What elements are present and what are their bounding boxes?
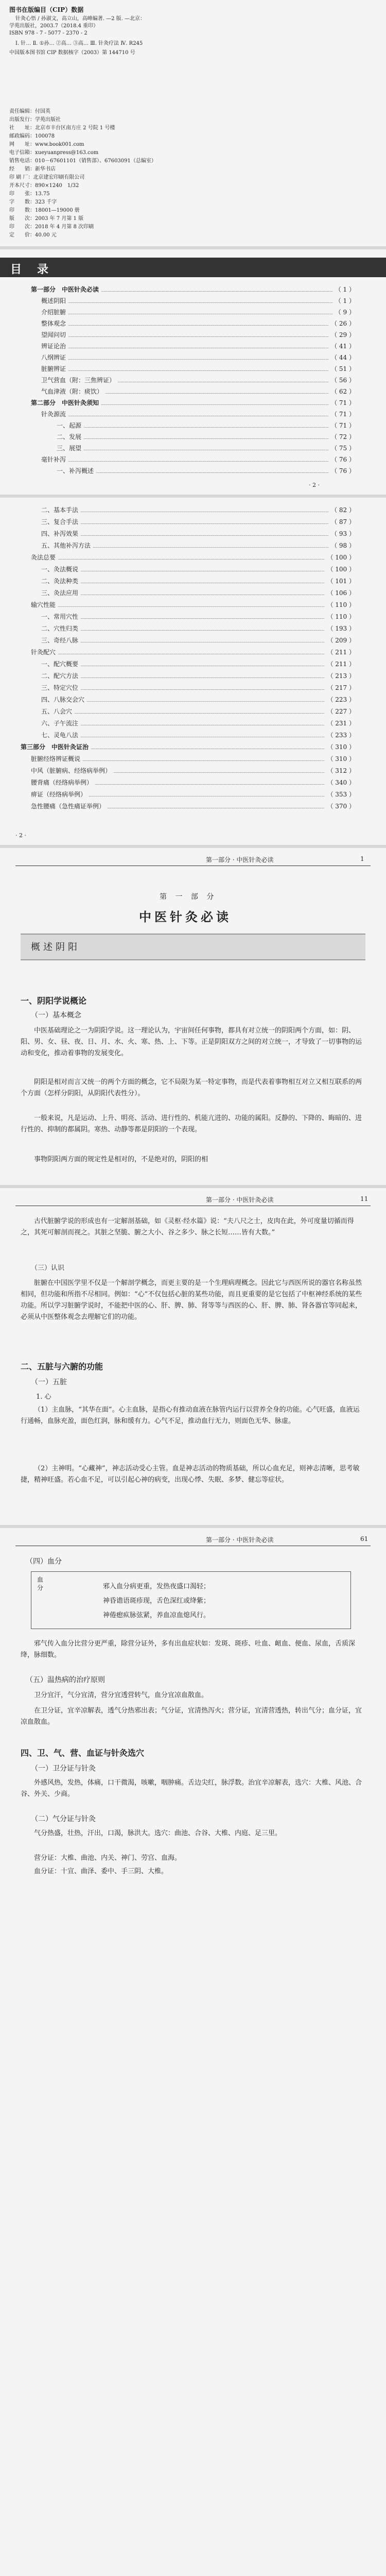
page-separator [0, 246, 386, 249]
toc-entry-page: （ 213 ） [325, 671, 355, 681]
section-title: 概述阴阳 [31, 942, 80, 953]
colophon-line: 印 数：18001—19000 册 [9, 208, 80, 213]
toc-entry-title [31, 801, 107, 811]
toc-entry-title [41, 505, 80, 515]
toc-entry-page: （ 370 ） [325, 801, 355, 811]
toc-entry [21, 718, 355, 728]
toc-entry-page: （ 217 ） [325, 683, 355, 693]
toc-entry-page: （ 106 ） [325, 588, 355, 598]
toc-entry-text: 灸法总要 [31, 554, 58, 561]
subheading: （二）气分证与针灸 [31, 1815, 96, 1823]
toc-entry [21, 576, 355, 586]
toc-entry [21, 730, 355, 740]
toc-entry-text: 针灸配穴 [31, 649, 58, 656]
subheading: （一）卫分证与针灸 [31, 1765, 96, 1773]
toc-leader-dots [31, 606, 355, 607]
toc-entry [21, 466, 355, 476]
toc-entry-title [41, 341, 68, 351]
toc-entry [21, 517, 355, 527]
toc-entry-page: （ 353 ） [325, 789, 355, 800]
heading: 一、阴阳学说概论 [21, 996, 87, 1006]
running-header: 第一部分 · 中医针灸必读 [206, 1536, 274, 1544]
subheading: （五）温热病的治疗原则 [26, 1676, 105, 1684]
toc-title-banner [0, 258, 386, 277]
paragraph: 邪气传入血分比营分更严重，除营分证外，多有出血症状如：发斑、斑疹、吐血、衄血、便血、尿血，舌质深绛，脉细数。 [21, 1640, 356, 1659]
paragraph: （2）主神明。“心藏神”，神志活动受心主管。血是神志活动的物质基础，所以心血充足，则神志清晰，思考敏捷，精神旺盛。若心血不足，可以引起心神的病变，出现心悸、失眠、多梦、健忘等症状。 [21, 1465, 360, 1484]
paragraph: 外感风热，发热，体痛，口干微渴，咳嗽，咽肿痛。舌边尖红，脉浮数。治宜辛凉解表，选穴：大椎、风池、合谷、外关、少商。 [21, 1779, 362, 1798]
toc-entry-text: 概述阴阳 [41, 297, 68, 304]
paragraph: 在卫分证，宜辛凉解表，透气分热邪出表；气分证，宜清热泻火；营分证，宜清营透热，转出气分；血分证，宜凉血散血。 [21, 1707, 362, 1726]
running-header: 第一部分 · 中医针灸必读 [206, 1196, 274, 1204]
toc-leader-dots [57, 427, 355, 428]
toc-entry-page: （ 56 ） [329, 375, 355, 385]
page-separator [0, 845, 386, 848]
toc-entry-page: （ 51 ） [329, 364, 355, 374]
verse-line: 邪入血分病更重，发热夜盛口渴轻； [103, 1583, 210, 1590]
toc-entry-page: （ 101 ） [325, 576, 355, 586]
toc-entry-title [41, 330, 68, 340]
toc-entry-text: 一、常用穴性 [41, 613, 80, 620]
toc-entry [21, 296, 355, 306]
paragraph: 事物阴阳两方面的规定性是相对的，不是绝对的，阴阳的相 [34, 1156, 208, 1163]
toc-entry-page: （ 82 ） [329, 505, 355, 515]
colophon-line: 开本尺寸：890×1240 1/32 [9, 183, 79, 189]
toc-entry-text: 四、八脉交会穴 [41, 696, 86, 703]
toc-entry-page: （ 193 ） [325, 623, 355, 634]
toc-entry [21, 612, 355, 622]
toc-entry-text: 二、配穴方法 [41, 672, 80, 680]
toc-entry-title [41, 386, 105, 397]
colophon-line: 印 张：13.75 [9, 191, 50, 197]
toc-entry-title [41, 296, 68, 306]
toc-entry-title [41, 307, 68, 317]
toc-entry [21, 659, 355, 669]
toc-leader-dots [41, 618, 355, 619]
colophon-line: 责任编辑：付国英 [9, 109, 50, 114]
toc-entry-page: （ 75 ） [329, 443, 355, 453]
toc-entry-text: 三、特定穴位 [41, 684, 80, 691]
toc-entry-text: 五、其他补泻方法 [41, 542, 93, 549]
toc-entry-page: （ 44 ） [329, 352, 355, 363]
toc-entry [21, 564, 355, 574]
toc-entry-title [21, 742, 91, 752]
cip-line: 学苑出版社，2003.7（2018.4 重印） [9, 23, 99, 29]
toc-leader-dots [41, 336, 355, 337]
subheading: （一）五脏 [31, 1378, 67, 1386]
cip-line: Ⅰ. 针… Ⅱ. ①孙… ②高… ③高… Ⅲ. 针灸疗法 Ⅳ. R245 [15, 41, 143, 46]
toc-entry-page: （ 1 ） [333, 284, 355, 295]
colophon-line: 社 址：北京市丰台区南方庄 2 号院 1 号楼 [9, 125, 115, 131]
toc-leader-dots [57, 438, 355, 439]
toc-leader-dots [41, 370, 355, 371]
colophon-line: 经 销：新华书店 [9, 166, 56, 172]
toc-entry-page: （ 227 ） [325, 706, 355, 717]
subheading: （三）认识 [31, 1264, 65, 1272]
toc-entry [21, 375, 355, 385]
toc-leader-dots [41, 325, 355, 326]
header-page-number: 1 [360, 855, 364, 862]
toc-entry-text: 三、展望 [57, 445, 83, 452]
colophon-line: 版 次：2003 年 7 月第 1 版 [9, 216, 84, 222]
toc-leader-dots [41, 713, 355, 714]
toc-leader-dots [31, 559, 355, 560]
colophon-line: 电子信箱：xueyuanpress@163.com [9, 150, 99, 156]
toc-leader-dots [41, 677, 355, 678]
toc-entry [21, 386, 355, 397]
toc-entry-text: 脏腑辨证 [41, 365, 68, 372]
toc-title: 目 录 [10, 263, 51, 276]
toc-entry [21, 742, 355, 752]
paragraph: （1）主血脉，“其华在面”。心主血脉，是指心有推动血液在脉管内运行以营养全身的功能。心气旺盛，血液运行通畅，血脉充盈，面色红润，脉和缓有力。心气不足，推动血行无力，则面色无华、脉虚。 [21, 1406, 360, 1425]
toc-entry [21, 307, 355, 317]
toc-entry-page: （ 72 ） [329, 432, 355, 442]
toc-entry [21, 443, 355, 453]
toc-entry-page: （ 211 ） [325, 647, 355, 657]
toc-entry [21, 635, 355, 646]
toc-entry [21, 540, 355, 551]
toc-entry-title [41, 706, 74, 717]
toc-entry-title [31, 777, 95, 788]
colophon-line: 字 数：323 千字 [9, 199, 57, 205]
toc-entry-text: 痹证（经络病举例） [31, 791, 89, 798]
toc-entry-text: 二、发展 [57, 433, 83, 440]
toc-entry-text: 二、基本手法 [41, 506, 80, 514]
toc-entry-title [41, 364, 68, 374]
paragraph: 中医基础理论之一为阴阳学说。这一理论认为，宇宙间任何事物，都具有对立统一的阴阳两个方面，如：阴、阳、男、女、昼、夜、日、月、水、火、寒、热、上、下等。正是阴阳双方之间的对立统一，才导致了一切事物的运动和变化，推动着事物的发展变化。 [21, 1027, 362, 1057]
toc-entry-title [31, 600, 58, 610]
toc-entry-title [41, 730, 80, 740]
paragraph: 阴阳是相对而言又统一的两个方面的概念，它不局限为某一特定事物，而是代表着事物相互对立又相互联系的两个方面（怎样分阴阳，从阴阳代表性分）。 [21, 1078, 362, 1097]
toc-entry-text: 第三部分 中医针灸证治 [21, 743, 91, 751]
colophon-line: 印 刷 厂：北京建宏印刷有限公司 [9, 175, 85, 180]
toc-entry-title [31, 284, 101, 295]
toc-entry-title [41, 517, 80, 527]
toc-leader-dots [41, 689, 355, 690]
toc-entry-text: 腰背痛（经络病举例） [31, 779, 95, 786]
toc-entry-title [31, 789, 89, 800]
toc-entry [21, 529, 355, 539]
paragraph: 脏腑在中国医学里不仅是一个解剖学概念，而更主要的是一个生理病理概念。因此它与西医所说的器官名称虽然相同，但功能和所指不尽相同。例如：“心”不仅包括心脏的某些功能，而且更重要的是它包括了中枢神经系统的某些功能。所以学习脏腑学说时，不能把中医的心、肝、脾、肺、肾等等与西医的心、肝、脾、肺、肾各器官等同起来，必须从中医整体观念去理解它们的功能。 [21, 1279, 362, 1321]
toc-entry-text: 一、配穴概要 [41, 660, 80, 668]
toc-entry-text: 针灸源流 [41, 411, 68, 418]
toc-entry-text: 五、八会穴 [41, 708, 74, 715]
toc-leader-dots [41, 701, 355, 702]
toc-entry [21, 683, 355, 693]
cip-line: 针灸心悟 / 孙淑文，高立山，高峰编著. —2 版. —北京： [15, 16, 145, 22]
toc-entry-page: （ 29 ） [329, 330, 355, 340]
toc-entry-title [41, 540, 93, 551]
colophon-line: 定 价：40.00 元 [9, 232, 57, 238]
toc-leader-dots [57, 472, 355, 473]
cip-line: ISBN 978 - 7 - 5077 - 2370 - 2 [9, 30, 87, 36]
toc-entry-text: 脏腑经络辨证概说 [31, 755, 82, 762]
toc-entry-page: （ 110 ） [325, 612, 355, 622]
toc-entry-text: 第二部分 中医针灸须知 [31, 399, 101, 406]
toc-entry-title [41, 318, 68, 329]
toc-entry-title [41, 529, 80, 539]
toc-entry-page: （ 9 ） [333, 307, 355, 317]
toc-entry-text: 三、复合手法 [41, 518, 80, 526]
toc-entry-title [41, 635, 80, 646]
paragraph: 古代脏腑学说的形成也有一定解剖基础，如《灵枢·经水篇》说：“夫八尺之士，皮肉在此，外可度量切循而得之，其死可解剖而视之。其脏之坚脆、腑之大小、谷之多少、脉之长短……皆有大数。” [21, 1217, 354, 1236]
verse-line: 神昏谵语斑疹现，舌色深红或绛紫； [103, 1597, 210, 1605]
toc-leader-dots [41, 630, 355, 631]
toc-entry-text: 二、穴性归类 [41, 625, 80, 632]
toc-entry-title [31, 552, 58, 563]
colophon-line: 出版发行：学苑出版社 [9, 117, 61, 123]
toc-entry-text: 急性腰痛（急性痛证举例） [31, 803, 107, 810]
verse-line: 神倦瘛疭脉弦紧，养血凉血熄风行。 [103, 1612, 210, 1619]
page-number: · 2 · [15, 832, 26, 839]
cip-title: 图书在版编目（CIP）数据 [9, 6, 84, 13]
toc-entry [21, 505, 355, 515]
toc-entry-text: 七、灵龟八法 [41, 732, 80, 739]
toc-entry [21, 352, 355, 363]
toc-entry [21, 341, 355, 351]
toc-entry-page: （ 62 ） [329, 386, 355, 397]
toc-entry-text: 八纲辨证 [41, 354, 68, 361]
toc-entry-title [41, 671, 80, 681]
toc-entry-title [41, 454, 68, 465]
toc-entry-page: （ 87 ） [329, 517, 355, 527]
toc-entry-title [41, 588, 80, 598]
toc-entry-title [31, 398, 101, 408]
header-page-number: 11 [360, 1195, 369, 1202]
toc-entry-text: 一、起源 [57, 422, 83, 429]
toc-entry-title [41, 409, 68, 419]
toc-entry-title [41, 352, 68, 363]
toc-entry-page: （ 26 ） [329, 318, 355, 329]
toc-entry [21, 432, 355, 442]
toc-entry-title [41, 718, 80, 728]
cip-line: 中国版本图书馆 CIP 数据核字（2003）第 144710 号 [9, 50, 135, 56]
toc-entry-text: 气血津液（附：痰饮） [41, 388, 105, 395]
toc-entry-page: （ 312 ） [325, 766, 355, 776]
toc-entry-page: （ 209 ） [325, 635, 355, 646]
toc-entry-title [41, 659, 80, 669]
toc-entry [21, 552, 355, 563]
paragraph: 卫分宜汗，气分宜清，营分宜透营转气，血分宜凉血散血。 [34, 1691, 208, 1699]
toc-entry [21, 789, 355, 800]
toc-entry-text: 介绍脏腑 [41, 309, 68, 316]
toc-entry-text: 整体观念 [41, 320, 68, 327]
toc-leader-dots [41, 461, 355, 462]
toc-entry-text: 六、子午流注 [41, 720, 80, 727]
paragraph: 气分热盛，壮热，汗出，口渴，脉洪大。选穴：曲池、合谷、大椎、内庭、足三里。 [34, 1829, 282, 1837]
toc-entry-page: （ 98 ） [329, 540, 355, 551]
toc-entry [21, 364, 355, 374]
toc-entry-page: （ 231 ） [325, 718, 355, 728]
toc-entry-page: （ 211 ） [325, 659, 355, 669]
toc-leader-dots [41, 302, 355, 303]
toc-entry [21, 766, 355, 776]
toc-entry [21, 754, 355, 764]
toc-entry [21, 600, 355, 610]
toc-entry [21, 647, 355, 657]
toc-entry-page: （ 223 ） [325, 694, 355, 705]
heading: 四、卫、气、营、血证与针灸选穴 [21, 1748, 145, 1758]
page-separator [0, 1185, 386, 1188]
part-label: 第 一 部 分 [160, 893, 217, 901]
toc-entry-text: 四、补泻效果 [41, 530, 80, 537]
toc-leader-dots [41, 359, 355, 360]
toc-entry-page: （ 340 ） [325, 777, 355, 788]
toc-entry-page: （ 71 ） [329, 409, 355, 419]
toc-entry-text: 毫针补泻 [41, 456, 68, 463]
toc-entry-page: （ 71 ） [329, 420, 355, 431]
toc-entry-title [57, 443, 83, 453]
toc-entry-text: 中风（脏腑病、经络病举例） [31, 767, 113, 774]
toc-entry [21, 398, 355, 408]
toc-entry [21, 330, 355, 340]
toc-entry-page: （ 76 ） [329, 466, 355, 476]
toc-entry-title [41, 576, 80, 586]
toc-entry-page: （ 110 ） [325, 600, 355, 610]
colophon-line: 网 址：www.book001.com [9, 142, 84, 147]
toc-entry-page: （ 93 ） [329, 529, 355, 539]
toc-entry-text: 输穴性能 [31, 601, 58, 608]
toc-entry-text: 辨证论治 [41, 343, 68, 350]
toc-entry-text: 三、灸法应用 [41, 589, 80, 597]
part-title: 中医针灸必读 [139, 909, 232, 924]
toc-entry-title [41, 694, 86, 705]
toc-entry [21, 420, 355, 431]
toc-entry-title [41, 612, 80, 622]
toc-entry [21, 284, 355, 295]
toc-entry-text: 卫气营血（附：三焦辨证） [41, 377, 117, 384]
toc-leader-dots [41, 535, 355, 536]
toc-entry-title [31, 647, 58, 657]
toc-entry-text: 一、补泻概述 [57, 467, 96, 474]
toc-entry-text: 二、灸法种类 [41, 578, 80, 585]
toc-entry-text: 第一部分 中医针灸必读 [31, 286, 101, 293]
running-header: 第一部分 · 中医针灸必读 [206, 856, 274, 863]
toc-entry-page: （ 310 ） [325, 742, 355, 752]
toc-entry-text: 望闻问切 [41, 331, 68, 338]
toc-entry-title [57, 420, 83, 431]
paragraph: 一般来说，凡是运动、上升、明亮、活动、进行性的、机能亢进的、功能的属阳。反静的、下降的、晦暗的、进行性的、抑制的都属阴。寒热、动静等都是阴阳的一个表现。 [21, 1114, 362, 1133]
toc-entry-page: （ 41 ） [329, 341, 355, 351]
toc-leader-dots [41, 523, 355, 524]
toc-entry-title [41, 375, 117, 385]
paragraph: 血分证：十宣、曲泽、委中、手三阴、大椎。 [34, 1868, 168, 1875]
toc-entry-title [57, 432, 83, 442]
toc-entry-page: （ 100 ） [325, 552, 355, 563]
toc-entry-page: （ 71 ） [329, 398, 355, 408]
toc-entry-text: 三、奇经八脉 [41, 637, 80, 644]
page-separator [0, 1525, 386, 1528]
page-separator [0, 495, 386, 498]
toc-entry-page: （ 76 ） [329, 454, 355, 465]
verse-box-label: 血分 [37, 1576, 44, 1591]
toc-entry [21, 318, 355, 329]
toc-entry-title [31, 754, 82, 764]
toc-entry [21, 706, 355, 717]
toc-entry-title [57, 466, 96, 476]
toc-entry [21, 694, 355, 705]
toc-entry-title [41, 564, 80, 574]
toc-entry [21, 409, 355, 419]
toc-entry [21, 454, 355, 465]
toc-entry-text: 一、灸法概说 [41, 566, 80, 573]
heading: 二、五脏与六腑的功能 [21, 1362, 103, 1371]
header-page-number: 61 [360, 1535, 369, 1543]
toc-entry-page: （ 310 ） [325, 754, 355, 764]
paragraph: 营分证：大椎、曲池、内关、神门、劳宫、血海。 [34, 1854, 182, 1862]
toc-entry [21, 801, 355, 811]
toc-entry-title [41, 683, 80, 693]
toc-entry [21, 671, 355, 681]
toc-entry [21, 588, 355, 598]
toc-entry [21, 623, 355, 634]
colophon-line: 印 次：2018 年 4 月第 8 次印刷 [9, 224, 94, 230]
toc-entry [21, 777, 355, 788]
page-number: · 2 · [309, 482, 320, 488]
toc-entry-page: （ 233 ） [325, 730, 355, 740]
toc-entry-page: （ 1 ） [333, 296, 355, 306]
toc-entry-title [31, 766, 113, 776]
toc-entry-title [41, 623, 80, 634]
subheading: （一）基本概念 [31, 1011, 81, 1020]
subheading: 1. 心 [36, 1393, 51, 1401]
colophon-line: 邮政编码：100078 [9, 133, 55, 139]
colophon-line: 销售电话：010－67601101（销售部）、67603091（总编室） [9, 158, 156, 164]
subheading: （四）血分 [26, 1557, 62, 1566]
toc-entry-page: （ 100 ） [325, 564, 355, 574]
